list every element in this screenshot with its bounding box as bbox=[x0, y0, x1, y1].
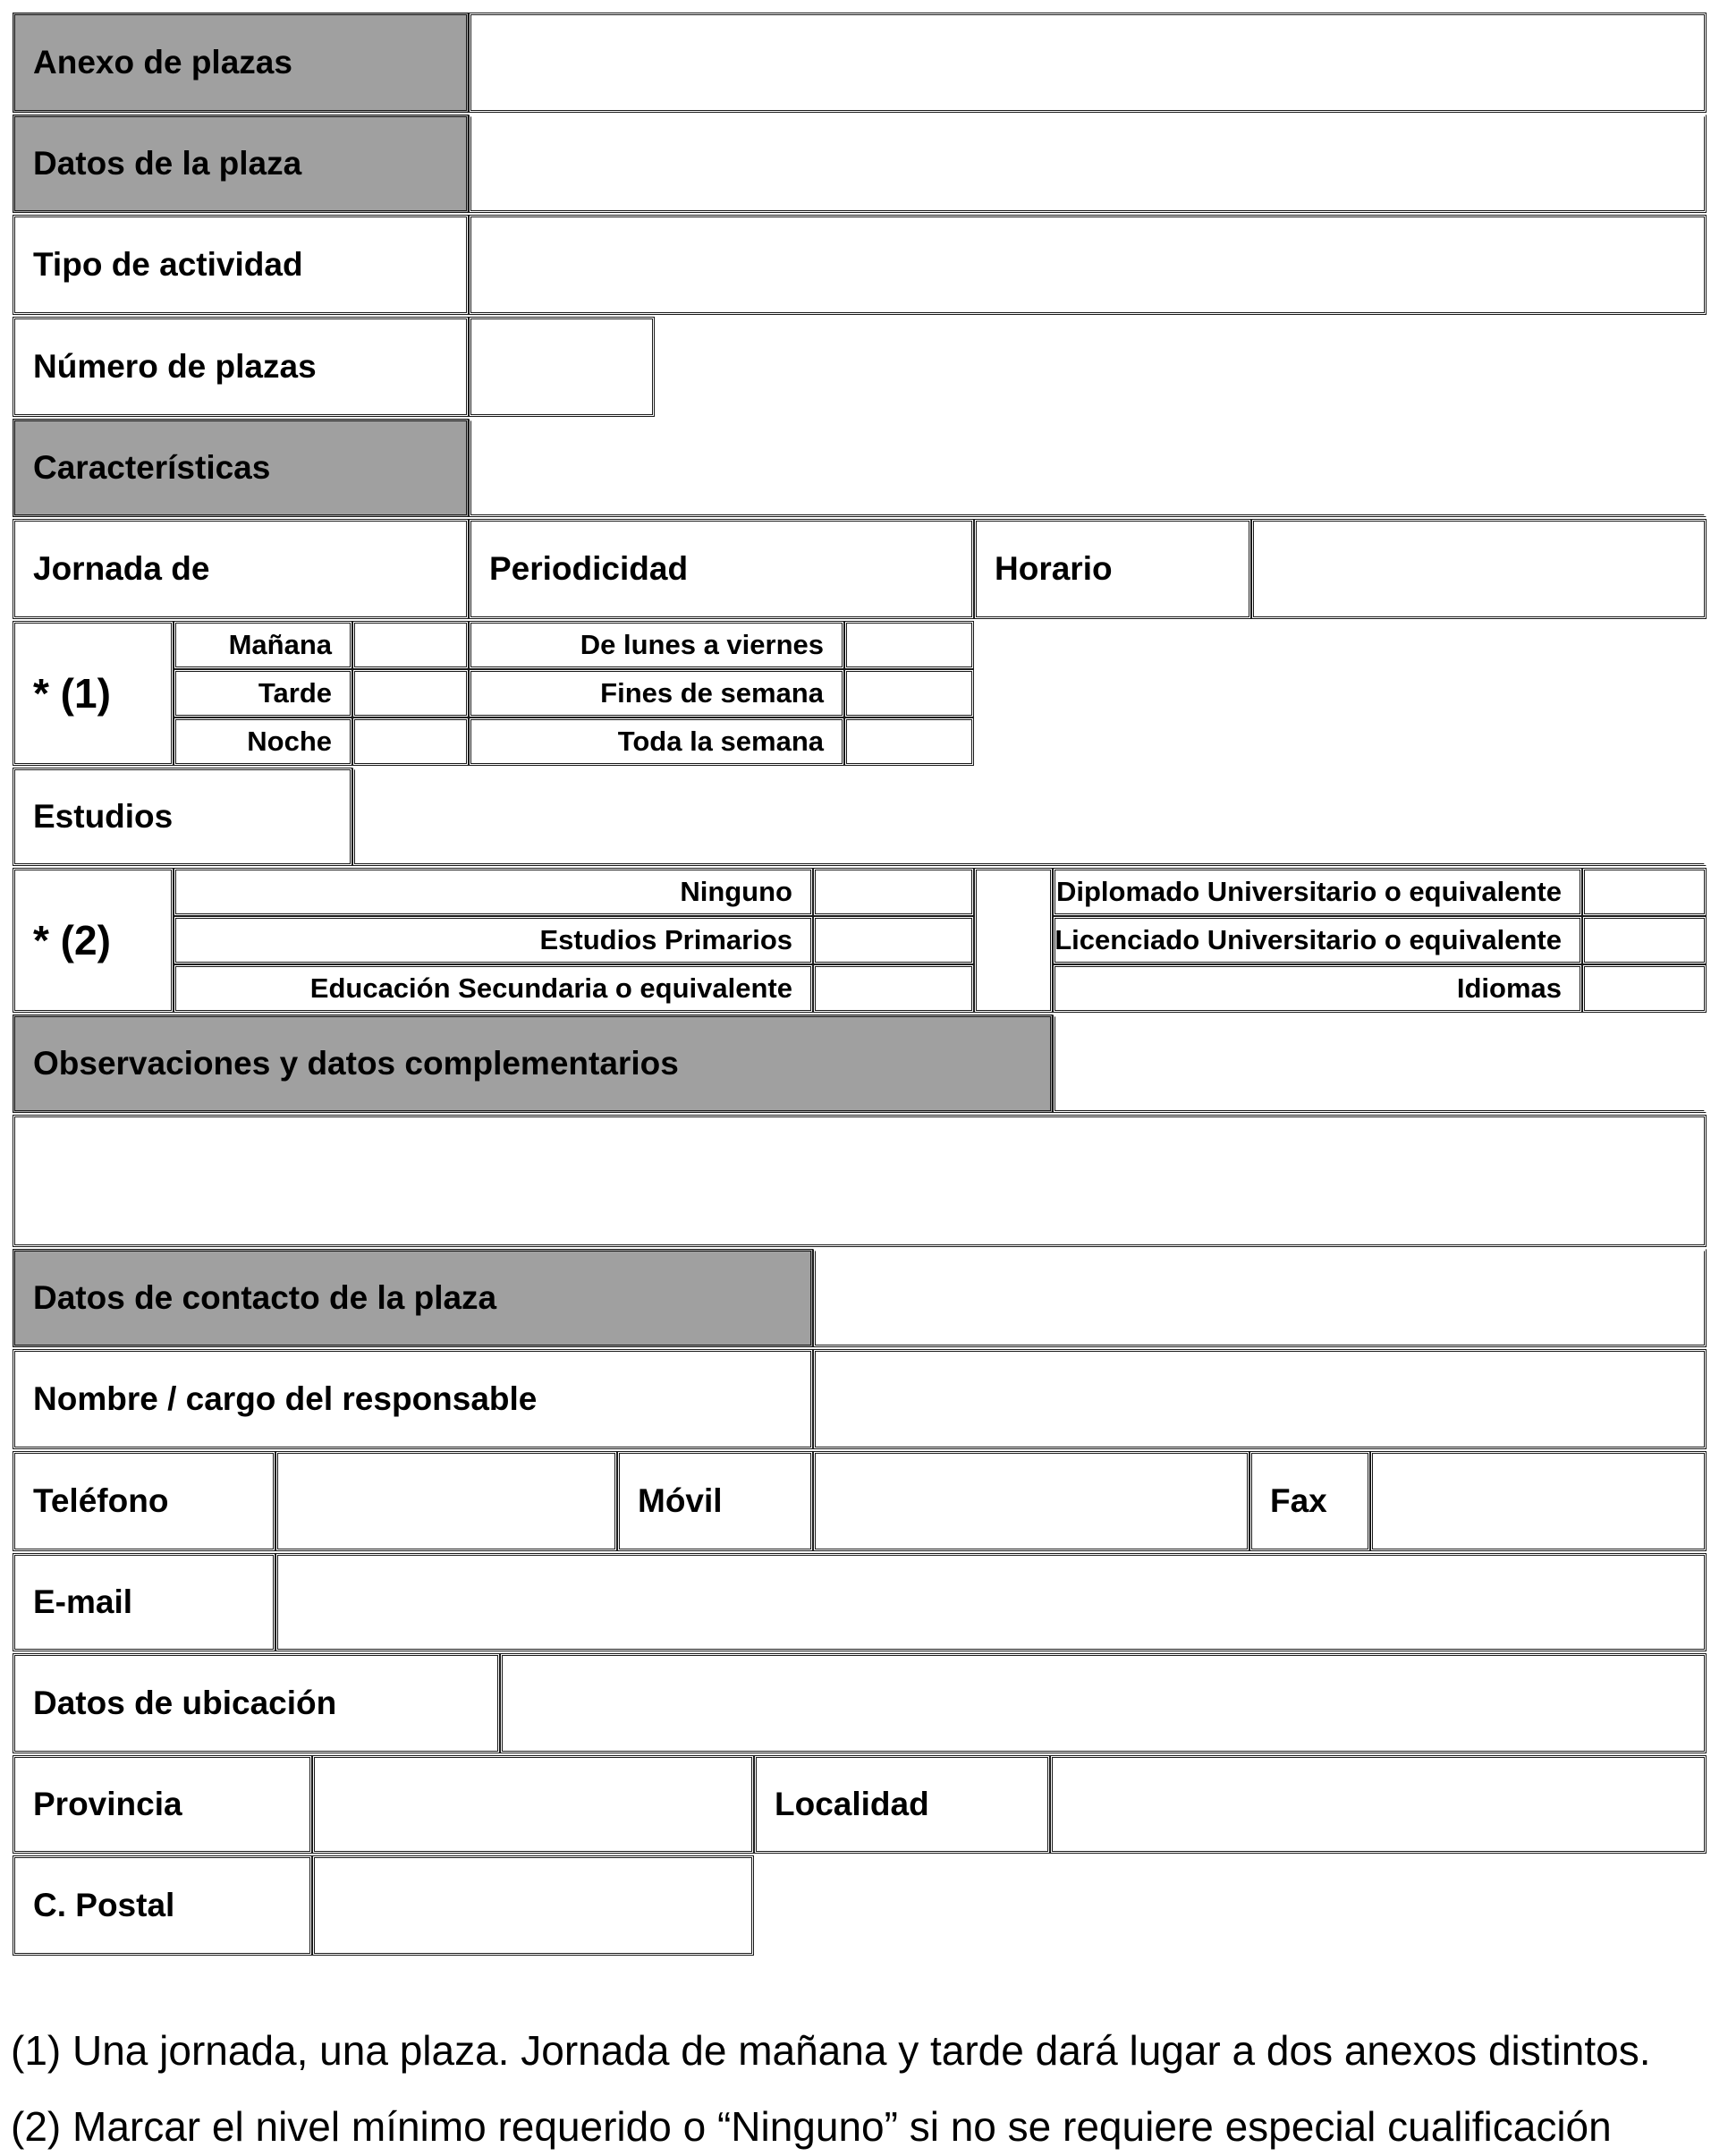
anexo-plazas-header bbox=[13, 13, 469, 113]
numero-plazas-field[interactable] bbox=[469, 317, 655, 417]
datos-plaza-field bbox=[469, 115, 1707, 213]
c-postal-cell bbox=[13, 1855, 312, 1956]
estudios-option-idiomas bbox=[1053, 964, 1582, 1013]
observaciones-header-spacer bbox=[1053, 1014, 1707, 1113]
jornada-checkbox-tarde[interactable] bbox=[352, 669, 469, 717]
periodicidad-cell bbox=[469, 519, 974, 619]
estudios-option-secundaria bbox=[174, 964, 813, 1013]
jornada-option-label: Noche bbox=[247, 726, 332, 757]
periodicidad-option-label: De lunes a viernes bbox=[580, 629, 824, 660]
telefono-cell bbox=[13, 1451, 275, 1551]
movil-field[interactable] bbox=[813, 1451, 1249, 1551]
periodicidad-option-toda-semana bbox=[469, 717, 844, 766]
horario-label: Horario bbox=[995, 550, 1113, 587]
numero-plazas-label-cell bbox=[13, 317, 469, 417]
jornada-checkbox-manana[interactable] bbox=[352, 621, 469, 669]
email-cell bbox=[13, 1553, 275, 1651]
datos-plaza-label: Datos de la plaza bbox=[33, 145, 302, 182]
tipo-actividad-label: Tipo de actividad bbox=[33, 246, 303, 283]
jornada-option-label: Tarde bbox=[258, 677, 332, 709]
anexo-plazas-label: Anexo de plazas bbox=[33, 44, 292, 81]
marker-2-label: * (2) bbox=[33, 917, 111, 963]
email-label: E-mail bbox=[33, 1583, 133, 1620]
email-field[interactable] bbox=[275, 1553, 1707, 1651]
fax-label: Fax bbox=[1270, 1482, 1327, 1519]
movil-cell bbox=[617, 1451, 813, 1551]
c-postal-field[interactable] bbox=[312, 1855, 754, 1956]
movil-label: Móvil bbox=[638, 1482, 723, 1519]
telefono-label: Teléfono bbox=[33, 1482, 169, 1519]
estudios-checkbox-primarios[interactable] bbox=[813, 916, 974, 964]
estudios-option-label: Idiomas bbox=[1456, 972, 1562, 1004]
numero-plazas-label: Número de plazas bbox=[33, 348, 317, 385]
estudios-field bbox=[352, 768, 1707, 866]
periodicidad-option-lunes-viernes bbox=[469, 621, 844, 669]
marker-1-label: * (1) bbox=[33, 670, 111, 717]
datos-ubicacion-label: Datos de ubicación bbox=[33, 1685, 337, 1721]
note-1: (1) Una jornada, una plaza. Jornada de mañana y tarde dará lugar a dos anexos distintos. bbox=[11, 2027, 1651, 2074]
estudios-label: Estudios bbox=[33, 798, 174, 835]
marker-2-cell bbox=[13, 868, 174, 1013]
jornada-option-tarde bbox=[174, 669, 352, 717]
jornada-option-noche bbox=[174, 717, 352, 766]
observaciones-header bbox=[13, 1014, 1053, 1113]
estudios-option-diplomado bbox=[1053, 868, 1582, 916]
estudios-option-label: Educación Secundaria o equivalente bbox=[309, 972, 792, 1004]
anexo-plazas-field[interactable] bbox=[469, 13, 1707, 113]
c-postal-label: C. Postal bbox=[33, 1887, 175, 1923]
periodicidad-checkbox-toda-semana[interactable] bbox=[844, 717, 974, 766]
datos-contacto-spacer bbox=[813, 1249, 1707, 1347]
telefono-field[interactable] bbox=[275, 1451, 617, 1551]
datos-contacto-header bbox=[13, 1249, 813, 1347]
caracteristicas-label: Características bbox=[33, 449, 271, 486]
estudios-option-label: Diplomado Universitario o equivalente bbox=[1055, 876, 1562, 907]
periodicidad-checkbox-lunes-viernes[interactable] bbox=[844, 621, 974, 669]
estudios-option-licenciado bbox=[1053, 916, 1582, 964]
nombre-cargo-cell bbox=[13, 1349, 813, 1449]
estudios-option-label: Estudios Primarios bbox=[539, 924, 792, 955]
estudios-option-primarios bbox=[174, 916, 813, 964]
observaciones-label: Observaciones y datos complementarios bbox=[33, 1045, 679, 1082]
jornada-option-label: Mañana bbox=[228, 629, 332, 660]
periodicidad-checkbox-fines-semana[interactable] bbox=[844, 669, 974, 717]
datos-ubicacion-field bbox=[500, 1653, 1707, 1753]
estudios-option-ninguno bbox=[174, 868, 813, 916]
estudios-spacer-cell bbox=[974, 868, 1053, 1013]
jornada-checkbox-noche[interactable] bbox=[352, 717, 469, 766]
jornada-de-cell bbox=[13, 519, 469, 619]
localidad-field[interactable] bbox=[1050, 1755, 1707, 1854]
periodicidad-option-fines-semana bbox=[469, 669, 844, 717]
estudios-option-label: Licenciado Universitario o equivalente bbox=[1055, 924, 1562, 955]
estudios-cell bbox=[13, 768, 352, 866]
datos-contacto-label: Datos de contacto de la plaza bbox=[33, 1279, 497, 1316]
nombre-cargo-field[interactable] bbox=[813, 1349, 1707, 1449]
periodicidad-option-label: Toda la semana bbox=[617, 726, 824, 757]
provincia-field[interactable] bbox=[312, 1755, 754, 1854]
estudios-checkbox-licenciado[interactable] bbox=[1582, 916, 1707, 964]
estudios-checkbox-idiomas[interactable] bbox=[1582, 964, 1707, 1013]
horario-cell bbox=[974, 519, 1251, 619]
datos-ubicacion-cell bbox=[13, 1653, 500, 1753]
periodicidad-label: Periodicidad bbox=[489, 550, 689, 587]
caracteristicas-header bbox=[13, 419, 469, 517]
nombre-cargo-label: Nombre / cargo del responsable bbox=[33, 1380, 538, 1417]
localidad-label: Localidad bbox=[775, 1786, 929, 1822]
datos-plaza-header bbox=[13, 115, 469, 213]
horario-field[interactable] bbox=[1251, 519, 1707, 619]
estudios-checkbox-secundaria[interactable] bbox=[813, 964, 974, 1013]
localidad-cell bbox=[754, 1755, 1050, 1854]
note-2: (2) Marcar el nivel mínimo requerido o “Ninguno” si no se requiere especial cualificación bbox=[11, 2103, 1612, 2150]
estudios-checkbox-ninguno[interactable] bbox=[813, 868, 974, 916]
periodicidad-option-label: Fines de semana bbox=[600, 677, 824, 709]
fax-cell bbox=[1249, 1451, 1370, 1551]
marker-1-cell bbox=[13, 621, 174, 766]
tipo-actividad-label-cell bbox=[13, 215, 469, 315]
jornada-option-manana bbox=[174, 621, 352, 669]
estudios-checkbox-diplomado[interactable] bbox=[1582, 868, 1707, 916]
caracteristicas-field bbox=[469, 419, 1707, 517]
jornada-de-label: Jornada de bbox=[33, 550, 210, 587]
fax-field[interactable] bbox=[1370, 1451, 1707, 1551]
tipo-actividad-field[interactable] bbox=[469, 215, 1707, 315]
provincia-label: Provincia bbox=[33, 1786, 182, 1822]
provincia-cell bbox=[13, 1755, 312, 1854]
observaciones-field[interactable] bbox=[13, 1115, 1707, 1247]
estudios-option-label: Ninguno bbox=[680, 876, 792, 907]
